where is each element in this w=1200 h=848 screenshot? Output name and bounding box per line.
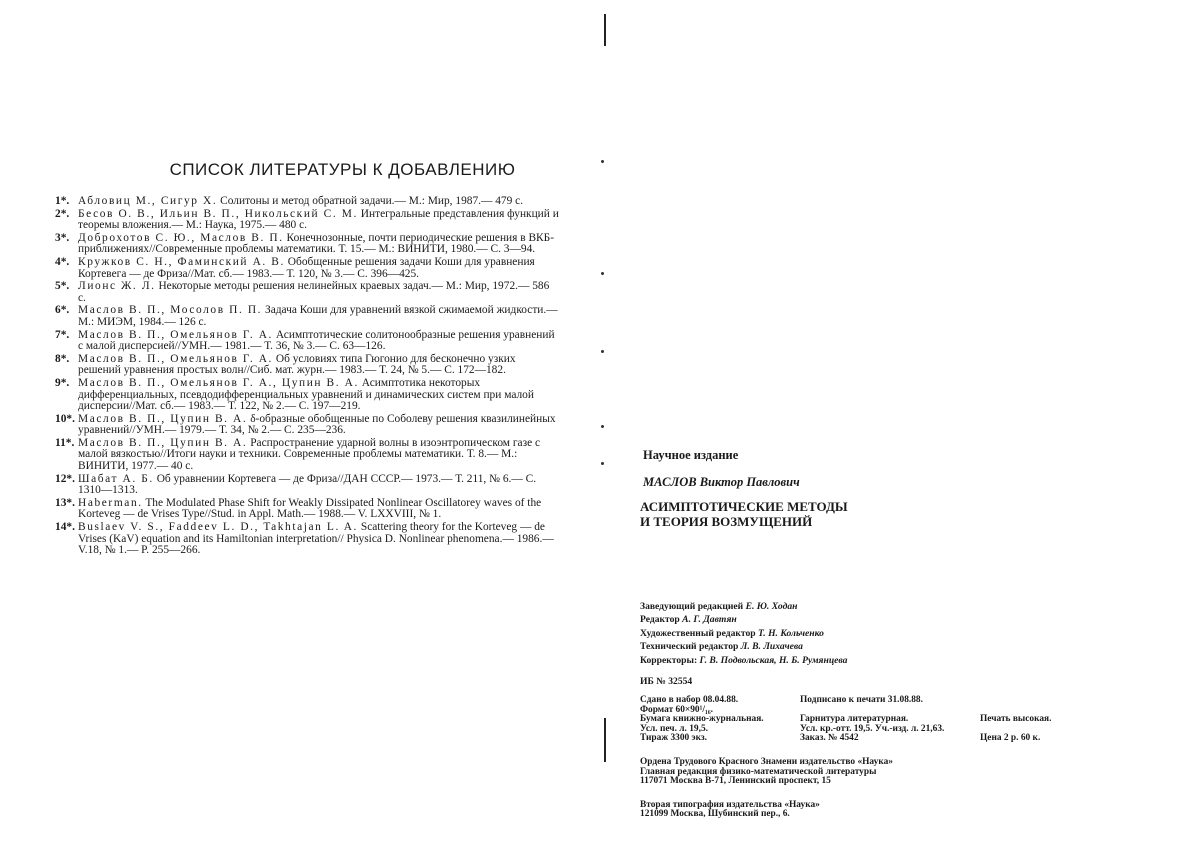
entry-author: Лионс Ж. Л. [78,280,156,293]
entry-number: 7*. [55,328,70,341]
entry-text: Задача Коши для уравнений вязкой сжимаемой жидкости.— М.: МИЭМ, 1984.— 126 с. [78,304,558,328]
left-page [55,160,560,558]
bibliography-entry [55,522,560,557]
publisher-line: Главная редакция физико-математической литературы [640,766,877,777]
entry-number: 2*. [55,207,70,220]
entry-number: 6*. [55,304,70,317]
publisher-block [640,758,1100,787]
imprint-cell: Сдано в набор 08.04.88. [640,695,739,706]
imprint-block [640,696,1100,744]
credit-role: Технический редактор [640,641,741,653]
bibliography-entry [55,354,560,377]
bibliography-list [55,196,560,557]
credit-name: Л. В. Лихачева [740,641,803,653]
gutter-dot [601,160,604,163]
publisher-line: 117071 Москва В-71, Ленинский проспект, 15 [640,776,831,787]
bibliography-entry [55,305,560,328]
printer-line: 121099 Москва, Шубинский пер., 6. [640,809,790,820]
credit-name: А. Г. Давтян [682,614,737,626]
entry-text: Асимптотические солитонообразные решения уравнений с малой дисперсией//УМН.— 1981.— Т. 36, № 3.— С. 63—126. [78,328,555,353]
gutter-dot [601,425,604,428]
bibliography-entry [55,257,560,280]
credit-name: Т. Н. Кольченко [758,627,824,639]
entry-number: 3*. [55,231,70,244]
entry-text: Об уравнении Кортевега — де Фриза//ДАН СССР.— 1973.— Т. 211, № 6.— С. 1310—1313. [78,472,537,497]
book-title [640,499,1100,529]
imprint-cell: Усл. печ. л. 19,5. [640,723,708,734]
bibliography-entry [55,281,560,304]
book-author: МАСЛОВ Виктор Павлович [643,475,800,489]
right-page [640,448,1100,820]
entry-text: Обобщенные решения задачи Коши для уравнения Кортевега — де Фриза//Мат. сб.— 1983.— Т. 120, № 3.— С. 396—425. [78,255,535,280]
entry-author: Маслов В. П., Омельянов Г. А., Цупин В. А. [78,376,359,389]
entry-text: Интегральные представления функций и теоремы вложения.— М.: Наука, 1975.— 480 с. [78,207,559,232]
imprint-row [640,734,1100,744]
printer-line: Вторая типография издательства «Наука» [640,799,820,810]
credit-role: Корректоры: [640,654,700,666]
bibliography-entry [55,438,560,473]
entry-text: Scattering theory for the Korteveg — de Vrises (KaV) equation and its Hamiltonian interpretation// Physica D. Nonlinear phenomena.— 1986.— V.18, № 1.— P. 255—266. [78,521,554,557]
entry-author: Маслов В. П., Цупин В. А. [78,412,248,425]
credit-name: Г. В. Подвольская, Н. Б. Румянцева [699,654,848,666]
entry-author: Buslaev V. S., Faddeev L. D., Takhtajan L. A. [78,521,359,534]
entry-author: Кружков С. Н., Фаминский А. В. [78,255,285,268]
imprint-cell: Усл. кр.-отт. 19,5. Уч.-изд. л. 21,63. [800,723,945,734]
credit-line [640,613,1100,626]
imprint-cell: Тираж 3300 экз. [640,733,707,744]
entry-number: 14*. [55,521,75,534]
entry-number: 12*. [55,472,75,485]
credit-role: Заведующий редакцией [640,601,746,612]
book-title-line: АСИМПТОТИЧЕСКИЕ МЕТОДЫ [640,499,848,514]
credit-line [640,600,1100,613]
credit-role: Редактор [640,614,683,626]
entry-text: Конечнозонные, почти периодические решения в ВКБ-приближениях//Современные проблемы математики. Т. 15.— М.: ВИНИТИ, 1980.— С. 3—94. [78,231,554,256]
entry-author: Маслов В. П., Мосолов П. П. [78,304,263,317]
entry-number: 4*. [55,255,70,268]
entry-text: Об условиях типа Гюгонио для бесконечно узких решений уравнения простых волн//Сиб. мат. журн.— 1983.— Т. 24, № 5.— С. 172—182. [78,352,516,377]
entry-author: Абловиц М., Сигур Х. [78,195,218,207]
credits-block [640,600,1100,667]
entry-number: 13*. [55,496,75,509]
entry-number: 8*. [55,352,70,365]
entry-author: Haberman. [78,496,143,509]
entry-text: Асимптотика некоторых дифференциальных, псевдодифференциальных уравнений и динамических систем при малой дисперсии//Мат. сб.— 1983.— Т. 122, № 2.— С. 197—219. [78,376,534,413]
entry-number: 9*. [55,376,70,389]
entry-number: 11*. [55,436,75,449]
gutter-dot [601,350,604,353]
publication-series: Научное издание [643,448,739,462]
entry-author: Шабат А. Б. [78,472,154,485]
book-title-line: И ТЕОРИЯ ВОЗМУЩЕНИЙ [640,514,813,529]
credit-line [640,640,1100,653]
entry-text: Распространение ударной волны в изоэнтропическом газе с малой вязкостью//Итоги науки и техники. Современные проблемы математики. Т. 8.— М.: ВИНИТИ, 1977.— 40 с. [78,436,541,473]
bibliography-entry [55,330,560,353]
entry-author: Маслов В. П., Омельянов Г. А. [78,328,273,341]
bibliography-title: СПИСОК ЛИТЕРАТУРЫ К ДОБАВЛЕНИЮ [169,160,516,179]
entry-author: Маслов В. П., Омельянов Г. А. [78,352,273,365]
bibliography-entry [55,233,560,256]
imprint-cell: Печать высокая. [980,714,1052,725]
credit-line [640,654,1100,667]
gutter-line-bottom [604,718,606,762]
entry-number: 5*. [55,280,70,293]
printer-block [640,801,1100,820]
entry-text: Некоторые методы решения нелинейных краевых задач.— М.: Мир, 1972.— 586 с. [78,280,550,304]
bibliography-entry [55,414,560,437]
entry-text: δ-образные обобщенные по Соболеву решения квазилинейных уравнений//УМН.— 1979.— Т. 34, № 2.— С. 235—236. [78,412,556,437]
credit-role: Художественный редактор [640,627,759,639]
imprint-cell: Бумага книжно-журнальная. [640,714,764,725]
entry-author: Бесов О. В., Ильин В. П., Никольский С. М. [78,207,358,220]
gutter-line-top [604,14,606,46]
gutter-dot [601,272,604,275]
imprint-cell: Цена 2 р. 60 к. [980,733,1041,744]
bibliography-entry [55,474,560,497]
bibliography-entry [55,498,560,521]
imprint-cell: Подписано к печати 31.08.88. [800,695,923,706]
bibliography-entry [55,209,560,232]
credit-line [640,627,1100,640]
gutter-dot [601,462,604,465]
credit-name: Е. Ю. Ходан [745,601,798,612]
publisher-line: Ордена Трудового Красного Знамени издательство «Наука» [640,757,893,767]
bibliography-entry [55,378,560,413]
imprint-cell: Гарнитура литературная. [800,714,909,725]
entry-text: The Modulated Phase Shift for Weakly Dissipated Nonlinear Oscillatorey waves of the Korteveg — de Vrises Type//Stud. in Appl. Math.— 1988.— V. LXXVIII, № 1. [78,496,542,521]
ib-number: ИБ № 32554 [640,676,693,688]
imprint-cell: Формат 60×90¹/₁₆. [640,704,713,715]
entry-text: Солитоны и метод обратной задачи.— М.: Мир, 1987.— 479 с. [217,195,524,207]
entry-author: Маслов В. П., Цупин В. А. [78,436,248,449]
bibliography-entry [55,196,560,208]
entry-number: 1*. [55,195,70,207]
entry-author: Доброхотов С. Ю., Маслов В. П. [78,231,284,244]
imprint-cell: Заказ. № 4542 [800,733,859,744]
entry-number: 10*. [55,412,75,425]
